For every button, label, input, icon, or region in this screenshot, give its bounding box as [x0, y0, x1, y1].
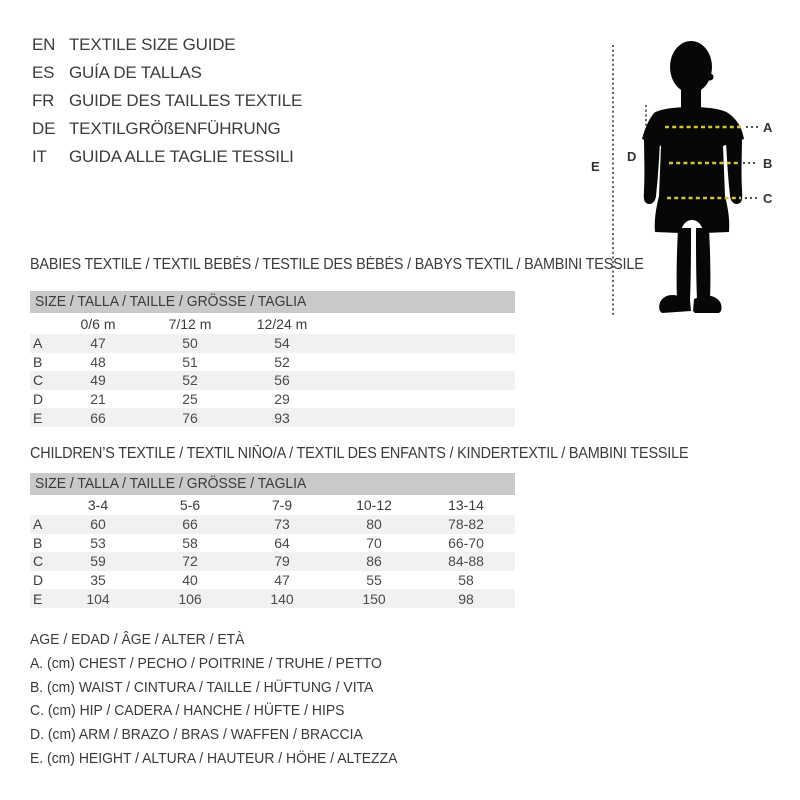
legend-height-line	[30, 747, 425, 771]
silhouette-neck	[681, 84, 701, 110]
cell-value: 47	[90, 335, 106, 352]
cell-value: 70	[366, 534, 382, 551]
cell-value: 50	[182, 335, 198, 352]
cell-value: 47	[274, 572, 290, 589]
column-header: 0/6 m	[80, 315, 116, 332]
silhouette-ear	[707, 74, 714, 81]
cell-value: 58	[458, 572, 474, 589]
row-label: B	[33, 534, 43, 551]
measure-label-a: A	[763, 120, 773, 135]
table-row	[30, 589, 515, 608]
cell-value: 98	[458, 590, 474, 607]
cell-value: 52	[182, 372, 198, 389]
table-row	[30, 334, 515, 353]
legend-age-text: AGE / EDAD / ÂGE / ALTER / ETÀ	[30, 631, 245, 648]
legend-arm-text: D. (cm) ARM / BRAZO / BRAS / WAFFEN / BRACCIA	[30, 726, 363, 744]
row-label: B	[33, 353, 43, 370]
table-row	[30, 571, 515, 590]
legend-chest-line	[30, 652, 425, 676]
language-row-de	[32, 115, 302, 143]
column-header: 5-6	[179, 496, 201, 513]
cell-value: 79	[274, 553, 290, 570]
column-header: 13-14	[448, 496, 484, 513]
babies-size-header-text: SIZE / TALLA / TAILLE / GRÖSSE / TAGLIA	[35, 293, 307, 310]
language-title: GUIDE DES TAILLES TEXTILE	[69, 91, 303, 110]
legend-chest-text: A. (cm) CHEST / PECHO / POITRINE / TRUHE / PETTO	[30, 654, 382, 672]
silhouette-shorts	[655, 196, 730, 233]
column-header: 7-9	[271, 496, 293, 513]
babies-size-header-bar	[30, 291, 515, 313]
babies-section-title	[30, 256, 690, 274]
cell-value: 76	[182, 409, 198, 426]
column-header: 3-4	[87, 496, 109, 513]
cell-value: 78-82	[448, 516, 484, 533]
table-header-row	[30, 494, 515, 515]
cell-value: 66	[90, 409, 106, 426]
legend-age-line	[30, 628, 425, 652]
cell-value: 58	[182, 534, 198, 551]
table-row	[30, 371, 515, 390]
cell-value: 59	[90, 553, 106, 570]
cell-value: 55	[366, 572, 382, 589]
legend-arm-line	[30, 723, 425, 747]
silhouette-left-arm	[644, 136, 660, 204]
measurement-legend	[30, 628, 425, 771]
row-label: D	[33, 391, 44, 408]
legend-height-text: E. (cm) HEIGHT / ALTURA / HAUTEUR / HÖHE / ALTEZZA	[30, 749, 398, 767]
language-row-es	[32, 59, 302, 87]
table-header-row	[30, 313, 515, 334]
silhouette-right-arm	[726, 136, 742, 204]
table-row	[30, 552, 515, 571]
cell-value: 72	[182, 553, 198, 570]
cell-value: 25	[182, 391, 198, 408]
cell-value: 60	[90, 516, 106, 533]
language-title: GUIDA ALLE TAGLIE TESSILI	[69, 147, 294, 166]
column-header: 7/12 m	[168, 315, 212, 332]
measure-label-d: D	[627, 149, 637, 164]
cell-value: 56	[274, 372, 290, 389]
language-title: TEXTILE SIZE GUIDE	[69, 35, 236, 54]
language-title: GUÍA DE TALLAS	[69, 63, 202, 82]
measurement-figure	[575, 10, 795, 330]
cell-value: 48	[90, 353, 106, 370]
row-label: C	[33, 553, 44, 570]
legend-waist-line	[30, 676, 425, 700]
row-label: C	[33, 372, 44, 389]
cell-value: 84-88	[448, 553, 484, 570]
cell-value: 52	[274, 353, 290, 370]
cell-value: 35	[90, 572, 106, 589]
children-section-title	[30, 445, 738, 463]
children-size-header-text: SIZE / TALLA / TAILLE / GRÖSSE / TAGLIA	[35, 475, 307, 492]
cell-value: 106	[178, 590, 202, 607]
child-silhouette-diagram	[575, 10, 795, 330]
babies-size-table	[30, 313, 515, 427]
language-code: ES	[32, 63, 55, 82]
language-list	[32, 31, 302, 171]
language-code: EN	[32, 35, 56, 54]
cell-value: 104	[86, 590, 110, 607]
cell-value: 64	[274, 534, 290, 551]
table-row	[30, 408, 515, 427]
legend-hip-line	[30, 699, 425, 723]
row-label: E	[33, 409, 43, 426]
row-label: D	[33, 572, 44, 589]
measure-label-e: E	[591, 159, 600, 174]
language-row-it	[32, 143, 302, 171]
cell-value: 53	[90, 534, 106, 551]
language-code: IT	[32, 147, 47, 166]
table-row	[30, 390, 515, 409]
cell-value: 49	[90, 372, 106, 389]
row-label: A	[33, 516, 43, 533]
measure-label-c: C	[763, 191, 773, 206]
children-size-table	[30, 494, 515, 608]
row-label: E	[33, 590, 43, 607]
column-header: 12/24 m	[256, 315, 308, 332]
table-row	[30, 353, 515, 372]
table-row	[30, 515, 515, 534]
language-code: DE	[32, 119, 56, 138]
cell-value: 80	[366, 516, 382, 533]
children-size-header-bar	[30, 473, 515, 495]
cell-value: 66	[182, 516, 198, 533]
cell-value: 54	[274, 335, 290, 352]
cell-value: 66-70	[448, 534, 484, 551]
cell-value: 73	[274, 516, 290, 533]
cell-value: 51	[182, 353, 198, 370]
legend-waist-text: B. (cm) WAIST / CINTURA / TAILLE / HÜFTUNG / VITA	[30, 678, 374, 696]
cell-value: 40	[182, 572, 198, 589]
measure-label-b: B	[763, 156, 773, 171]
silhouette-right-shoe	[693, 296, 722, 313]
cell-value: 29	[274, 391, 290, 408]
language-row-fr	[32, 87, 302, 115]
language-code: FR	[32, 91, 55, 110]
cell-value: 140	[270, 590, 294, 607]
column-header: 10-12	[356, 496, 392, 513]
children-title-text: CHILDREN’S TEXTILE / TEXTIL NIÑO/A / TEXTIL DES ENFANTS / KINDERTEXTIL / BAMBINI TESSILE	[30, 445, 689, 462]
language-row-en	[32, 31, 302, 59]
silhouette-right-leg	[696, 228, 710, 300]
cell-value: 150	[362, 590, 386, 607]
row-label: A	[33, 335, 43, 352]
cell-value: 86	[366, 553, 382, 570]
cell-value: 93	[274, 409, 290, 426]
babies-title-text: BABIES TEXTILE / TEXTIL BEBÉS / TESTILE DES BÉBÉS / BABYS TEXTIL / BAMBINI TESSILE	[30, 256, 644, 273]
table-row	[30, 534, 515, 553]
legend-hip-text: C. (cm) HIP / CADERA / HANCHE / HÜFTE / HIPS	[30, 702, 345, 720]
cell-value: 21	[90, 391, 106, 408]
language-title: TEXTILGRÖßENFÜHRUNG	[69, 119, 281, 138]
